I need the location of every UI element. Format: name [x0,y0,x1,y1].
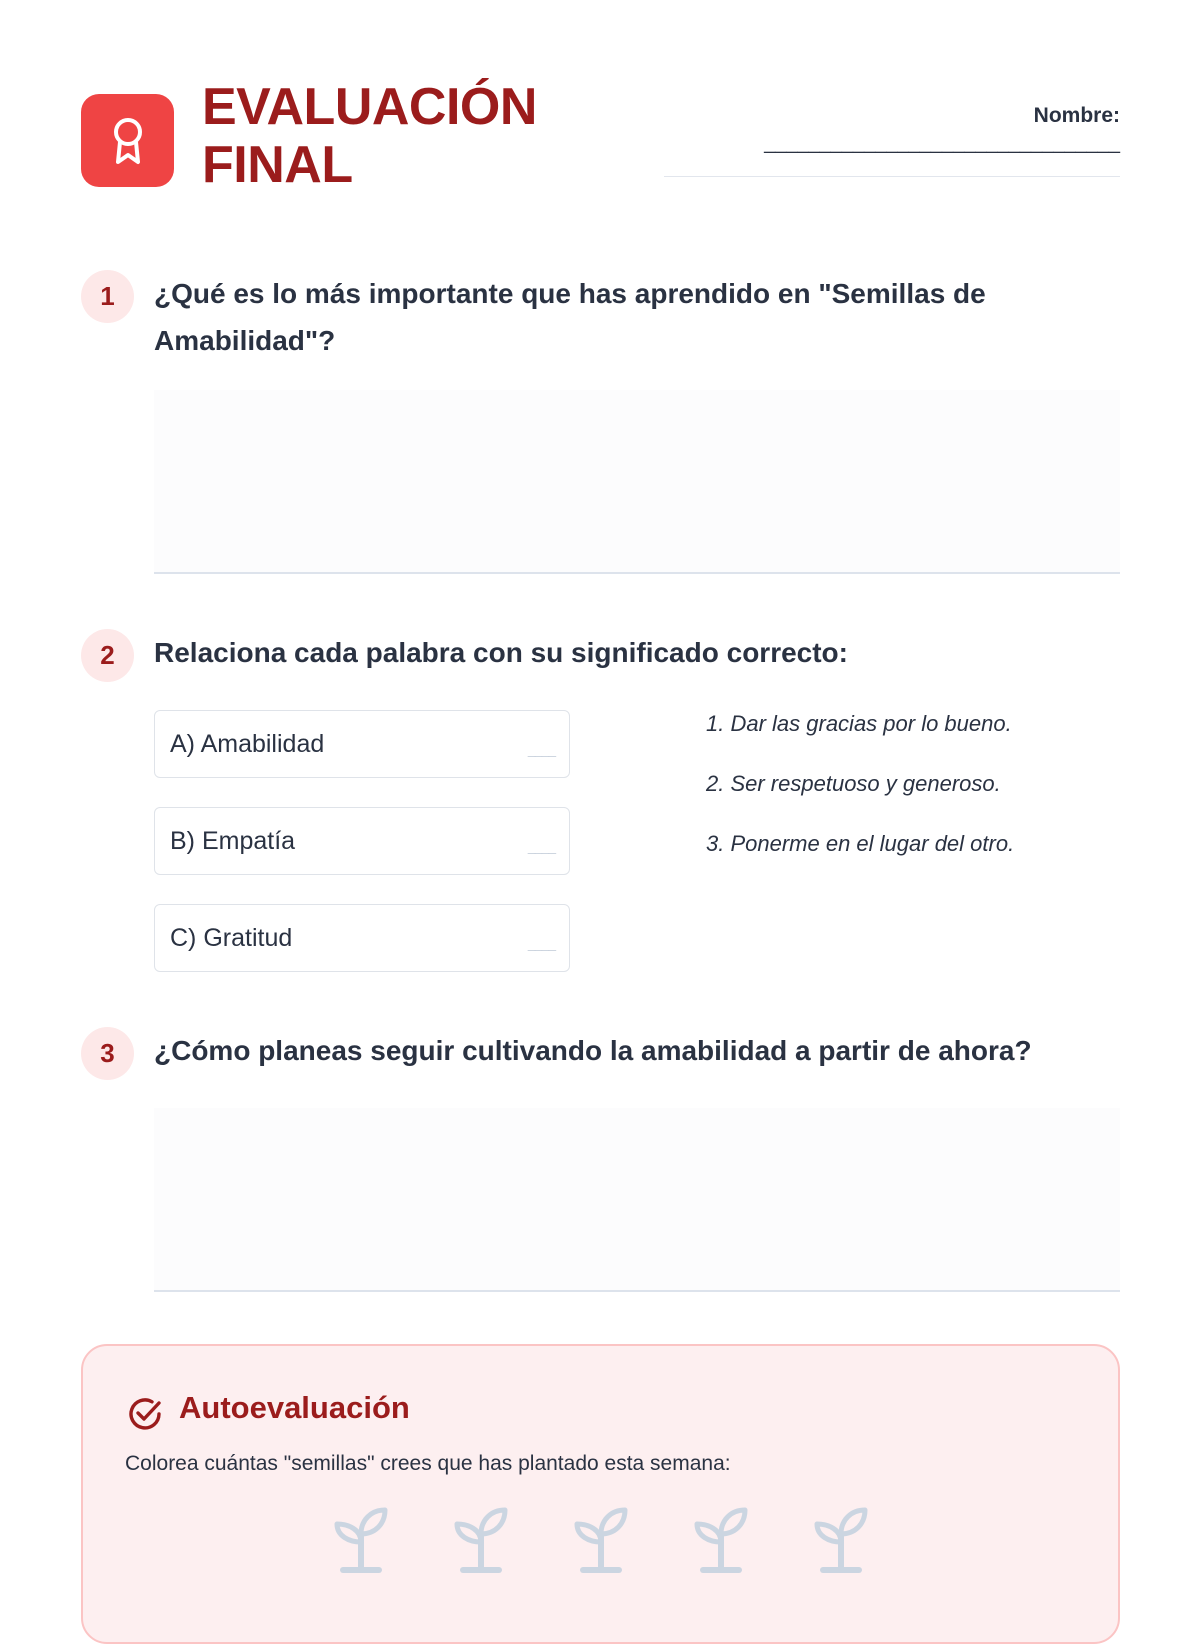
question-3-number: 3 [81,1027,134,1080]
sprout-icon[interactable] [811,1504,871,1574]
question-2-text: Relaciona cada palabra con su significado correcto: [154,637,848,668]
definition-2: 2. Ser respetuoso y generoso. [706,771,1001,796]
name-blank-line: ________________________________ [764,132,1120,154]
question-1-text: ¿Qué es lo más importante que has aprendido en "Semillas de Amabilidad"? [154,278,986,356]
sprout-icon[interactable] [571,1504,631,1574]
question-2-number: 2 [81,629,134,682]
question-3-answer-area[interactable] [154,1108,1120,1292]
sprout-icon[interactable] [691,1504,751,1574]
self-evaluation-panel [81,1344,1120,1644]
match-answer-blank: ____ [527,741,555,757]
question-1-answer-area[interactable] [154,390,1120,574]
match-word-label: C) Gratitud [170,924,293,952]
award-ribbon-icon [108,115,148,167]
check-circle-icon [125,1394,165,1434]
title-line-2: FINAL [202,136,353,194]
self-evaluation-title: Autoevaluación [179,1390,410,1425]
sprout-rating [83,1504,1118,1574]
self-evaluation-description: Colorea cuántas "semillas" crees que has plantado esta semana: [125,1452,731,1475]
match-word-label: B) Empatía [170,827,296,855]
match-answer-blank: ____ [527,935,555,951]
sprout-icon[interactable] [451,1504,511,1574]
name-underline [664,176,1120,177]
question-1-number: 1 [81,270,134,323]
definition-1: 1. Dar las gracias por lo bueno. [706,711,1012,736]
match-word-b[interactable] [154,807,570,875]
match-word-label: A) Amabilidad [170,730,325,758]
match-answer-blank: ____ [527,838,555,854]
match-word-c[interactable] [154,904,570,972]
title-line-1: EVALUACIÓN [202,78,537,136]
match-word-a[interactable] [154,710,570,778]
award-badge [81,94,174,187]
definition-3: 3. Ponerme en el lugar del otro. [706,831,1015,856]
page-title [202,78,537,194]
question-3-text: ¿Cómo planeas seguir cultivando la amabilidad a partir de ahora? [154,1035,1032,1066]
name-label: Nombre: [1033,104,1120,127]
sprout-icon[interactable] [331,1504,391,1574]
name-field[interactable] [664,104,1120,178]
